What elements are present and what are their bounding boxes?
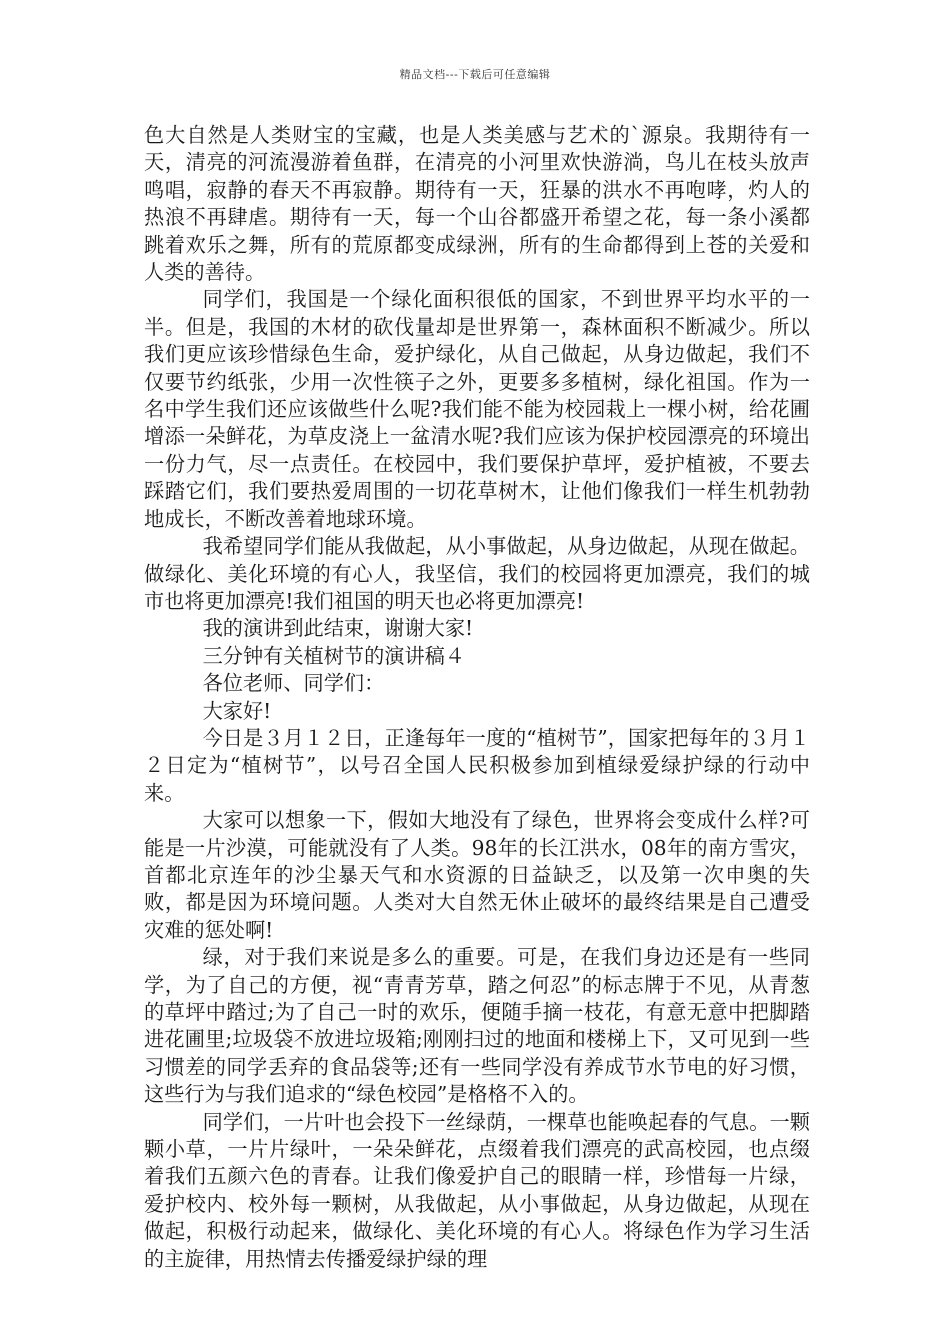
paragraph: 同学们，我国是一个绿化面积很低的国家，不到世界平均水平的一半。但是，我国的木材的砍伐量却是世界第一，森林面积不断减少。所以我们更应该珍惜绿色生命，爱护绿化，从自己做起，从身边做起，我们不仅要节约纸张，少用一次性筷子之外，更要多多植树，绿化祖国。作为一名中学生我们还应该做些什么呢?我们能不能为校园栽上一棵小树，给花圃增添一朵鲜花，为草皮浇上一盆清水呢?我们应该为保护校园漂亮的环境出一份力气，尽一点责任。在校园中，我们要保护草坪，爱护植被，不要去踩踏它们，我们要热爱周围的一切花草树木，让他们像我们一样生机勃勃地成长，不断改善着地球环境。 [144, 287, 810, 531]
greeting: 大家好! [202, 698, 272, 723]
paragraph: 绿，对于我们来说是多么的重要。可是，在我们身边还是有一些同学，为了自己的方便，视“青青芳草，踏之何忍”的标志牌于不见，从青葱的草坪中踏过;为了自己一时的欢乐，便随手摘一枝花，有意无意中把脚踏进花圃里;垃圾袋不放进垃圾箱;刚刚扫过的地面和楼梯上下，又可见到一些习惯差的同学丢弃的食品袋等;还有一些同学没有养成节水节电的好习惯，这些行为与我们追求的“绿色校园”是格格不入的。 [144, 945, 810, 1107]
document-body [144, 122, 810, 1273]
paragraph: 我希望同学们能从我做起，从小事做起，从身边做起，从现在做起。做绿化、美化环境的有心人，我坚信，我们的校园将更加漂亮，我们的城市也将更加漂亮!我们祖国的明天也必将更加漂亮! [144, 534, 810, 613]
paragraph: 今日是３月１２日，正逢每年一度的“植树节”，国家把每年的３月１２日定为“植树节”，以号召全国人民积极参加到植绿爱绿护绿的行动中来。 [144, 725, 810, 805]
paragraph: 我的演讲到此结束，谢谢大家! [202, 616, 474, 641]
paragraph: 同学们，一片叶也会投下一丝绿荫，一棵草也能唤起春的气息。一颗颗小草，一片片绿叶，一朵朵鲜花，点缀着我们漂亮的武高校园，也点缀着我们五颜六色的青春。让我们像爱护自己的眼睛一样，珍惜每一片绿，爱护校内、校外每一颗树，从我做起，从小事做起，从身边做起，从现在做起，积极行动起来，做绿化、美化环境的有心人。将绿色作为学习生活的主旋律，用热情去传播爱绿护绿的理 [144, 1109, 810, 1271]
paragraph: 大家可以想象一下，假如大地没有了绿色，世界将会变成什么样?可能是一片沙漠，可能就没有了人类。98年的长江洪水，08年的南方雪灾，首都北京连年的沙尘暴天气和水资源的日益缺乏，以及第一次申奥的失败，都是因为环境问题。人类对大自然无休止破坏的最终结果是自己遭受灾难的惩处啊! [144, 808, 810, 942]
speech-title: 三分钟有关植树节的演讲稿４ [202, 643, 466, 668]
paragraph: 色大自然是人类财宝的宝藏，也是人类美感与艺术的`源泉。我期待有一天，清亮的河流漫游着鱼群，在清亮的小河里欢快游淌，鸟儿在枝头放声鸣唱，寂静的春天不再寂静。期待有一天，狂暴的洪水不再咆哮，灼人的热浪不再肆虐。期待有一天，每一个山谷都盛开希望之花，每一条小溪都跳着欢乐之舞，所有的荒原都变成绿洲，所有的生命都得到上苍的关爱和人类的善待。 [144, 123, 810, 285]
salutation: 各位老师、同学们： [202, 671, 385, 696]
page-header: 精品文档---下载后可任意编辑 [399, 68, 551, 81]
